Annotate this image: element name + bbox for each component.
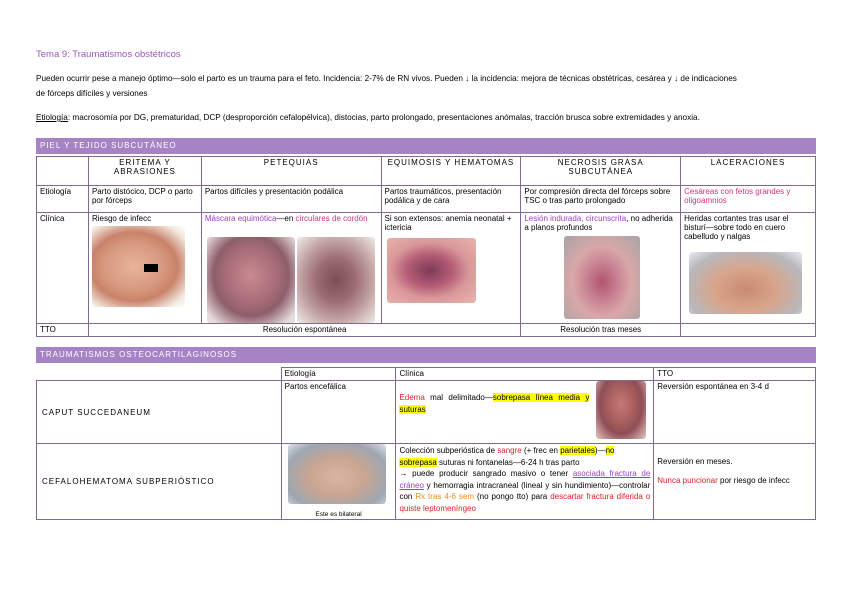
section-band-skin: PIEL Y TEJIDO SUBCUTÁNEO	[36, 138, 816, 154]
header-petequias: PETEQUIAS	[201, 157, 381, 186]
cefalo-caption: Este es bilateral	[315, 511, 362, 518]
clinica-eritema-text: Riesgo de infecc	[91, 214, 152, 223]
header-etiologia: Etiología	[281, 368, 396, 381]
photo-petechiae-face	[297, 237, 375, 323]
caput-etiologia: Partos encefálica	[281, 381, 396, 444]
etiology-paragraph	[36, 110, 816, 125]
cefalo-c1a: Colección subperióstica de	[399, 446, 498, 455]
clinica-necrosis-rest: , no adherida a planos profundos	[524, 214, 673, 232]
photo-fat-necrosis	[564, 236, 640, 319]
cell-etiologia-laceraciones: Cesáreas con fetos grandes y oligoamnios	[681, 186, 816, 213]
cefalo-c2e: (no pongo tto) para	[474, 492, 551, 501]
cefalo-clinica-1	[399, 445, 650, 468]
cefalo-tto-1: Reversión en meses.	[657, 457, 733, 466]
cefalo-c2c: y hemorragia intracraneal (lineal y sin hundimiento)—controlar con	[399, 480, 651, 501]
cefalo-c1g: suturas ni fontanelas—6-24 h tras parto	[436, 457, 580, 467]
photo-caput	[596, 381, 646, 439]
intro-line-2: de fórceps difíciles y versiones	[36, 89, 148, 98]
cefalo-c1e: )—	[594, 446, 606, 455]
row-label-clinica: Clínica	[37, 213, 89, 324]
header-empty	[37, 157, 89, 186]
caput-label: CAPUT SUCCEDANEUM	[42, 407, 151, 417]
cefalo-tto	[654, 444, 816, 520]
photo-petechiae-body	[207, 237, 295, 323]
cell-tto-resolucion-espontanea: Resolución espontánea	[88, 324, 520, 337]
etiology-text: : macrosomía por DG, prematuridad, DCP (desproporción cefalopélvica), distocias, parto prolongado, presentaciones anómalas, tracción brusca sobre extremidades y anoxia.	[67, 113, 700, 122]
cell-etiologia-equimosis: Partos traumáticos, presentación podálica y de cara	[381, 186, 521, 213]
cell-clinica-equimosis: Si son extensos: anemia neonatal + ictericia	[381, 213, 521, 324]
cefalo-name	[37, 444, 282, 520]
cefalo-label: CEFALOHEMATOMA SUBPERIÓSTICO	[42, 477, 215, 486]
header-empty-2	[37, 368, 282, 381]
cefalo-c2a: → puede producir sangrado masivo o tener	[399, 469, 573, 478]
caput-name	[37, 381, 282, 444]
caput-highlight: sobrepasa línea media y suturas	[399, 393, 590, 414]
photo-cephalohematoma	[288, 444, 386, 504]
cefalo-tto-2	[657, 476, 812, 485]
lesion-indurada: Lesión indurada, circunscrita	[524, 214, 627, 223]
caput-text: mal delimitado—	[424, 393, 493, 402]
cefalo-descartar: descartar fractura diferida o quiste leptomeníngeo	[399, 492, 651, 513]
circulares-cordon: circulares de cordón	[295, 214, 368, 223]
etiology-label: Etiología	[36, 113, 68, 122]
cefalo-tto-2b: por riesgo de infecc	[717, 476, 790, 485]
photo-baby-erythema	[92, 226, 185, 307]
cefalo-clinica-2	[399, 468, 650, 514]
cefalo-rx: Rx tras 4-6 sem	[415, 492, 474, 501]
section-band-bone: TRAUMATISMOS OSTEOCARTILAGINOSOS	[36, 347, 816, 363]
cefalo-sangre: sangre	[497, 446, 522, 455]
cell-tto-empty	[681, 324, 816, 337]
cell-etiologia-eritema: Parto distócico, DCP o parto por fórceps	[88, 186, 201, 213]
page-title: Tema 9: Traumatismos obstétricos	[36, 49, 181, 60]
intro-line-1: Pueden ocurrir pese a manejo óptimo—solo el parto es un trauma para el feto. Incidencia: 2-7% de RN vivos. Pueden ↓ la incidencia: mejora de técnicas obstétricas, cesárea y ↓ de indicaciones	[36, 74, 737, 83]
photo-hematoma	[387, 238, 476, 303]
header-equimosis: EQUIMOSIS Y HEMATOMAS	[381, 157, 521, 186]
cell-etiologia-necrosis: Por compresión directa del fórceps sobre TSC o tras parto prolongado	[521, 186, 681, 213]
nunca-puncionar: Nunca puncionar	[657, 476, 718, 485]
cefalo-clinica	[396, 444, 654, 520]
cefalo-parietales: parietales	[560, 446, 595, 455]
bone-table	[36, 367, 816, 520]
mascara-equimotica: Máscara equimótica	[204, 214, 277, 223]
clinica-petequias-dash: —en	[276, 214, 296, 223]
header-clinica: Clínica	[396, 368, 654, 381]
header-eritema: ERITEMA Y ABRASIONES	[88, 157, 201, 186]
cell-etiologia-petequias: Partos difíciles y presentación podálica	[201, 186, 381, 213]
cefalo-no-sobrepasa: no sobrepasa	[399, 446, 615, 467]
header-necrosis: NECROSIS GRASA SUBCUTÁNEA	[521, 157, 681, 186]
photo-laceration-scalp	[689, 252, 802, 314]
cell-clinica-laceraciones: Heridas cortantes tras usar el bisturí—sobre todo en cuero cabelludo y nalgas	[681, 213, 816, 324]
row-label-etiologia: Etiología	[37, 186, 89, 213]
caput-tto: Reversión espontánea en 3-4 d	[654, 381, 816, 444]
cell-tto-resolucion-meses: Resolución tras meses	[521, 324, 681, 337]
header-laceraciones: LACERACIONES	[681, 157, 816, 186]
cefalo-c1c: (+ frec en	[521, 446, 561, 455]
header-tto: TTO	[654, 368, 816, 381]
row-label-tto: TTO	[37, 324, 89, 337]
caput-edema: Edema	[399, 393, 425, 402]
cefalo-fractura: asociada fractura de cráneo	[399, 469, 651, 490]
